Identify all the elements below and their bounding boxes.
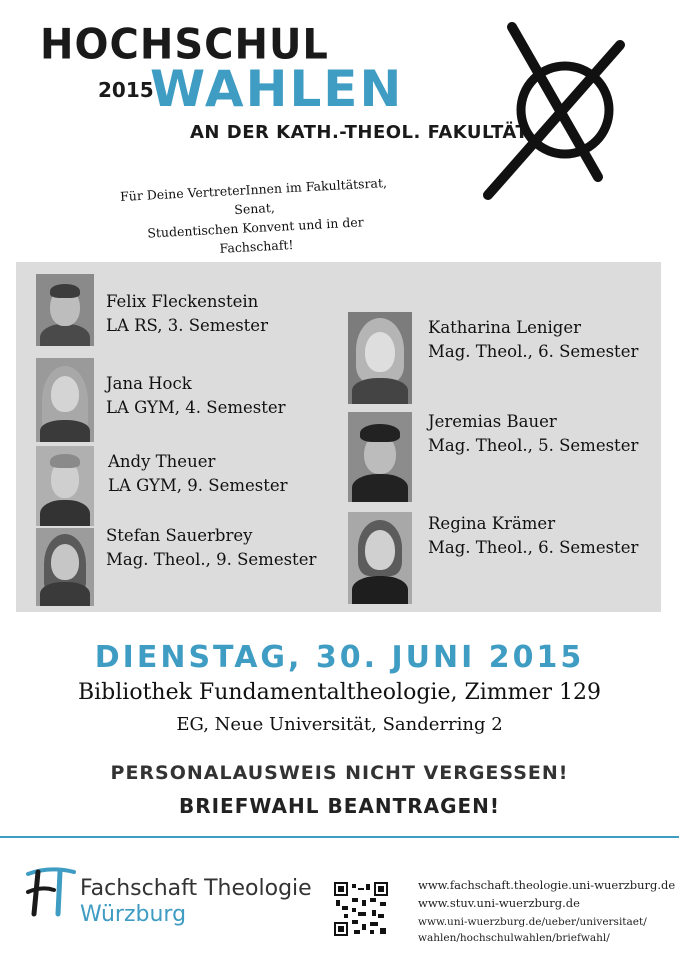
- candidate-photo: [348, 412, 412, 502]
- org-city: Würzburg: [80, 902, 187, 927]
- link-briefwahl-line-1[interactable]: www.uni-wuerzburg.de/ueber/universitaet/: [418, 916, 647, 928]
- qr-code-icon: [334, 882, 388, 936]
- title-year: 2015: [98, 78, 154, 102]
- reminder-postal-vote: BRIEFWAHL BEANTRAGEN!: [178, 794, 501, 818]
- candidate-role: LA GYM, 4. Semester: [106, 398, 286, 417]
- candidate-name: Katharina Leniger: [428, 318, 581, 337]
- candidate-photo: [36, 446, 94, 526]
- title-wahlen: WAHLEN: [150, 60, 404, 118]
- candidate-role: Mag. Theol., 9. Semester: [106, 550, 317, 569]
- org-name: Fachschaft Theologie: [80, 876, 312, 901]
- candidate-name: Jeremias Bauer: [428, 412, 557, 431]
- candidate-role: Mag. Theol., 6. Semester: [428, 342, 639, 361]
- candidate-photo: [348, 512, 412, 604]
- candidate-name: Felix Fleckenstein: [106, 292, 259, 311]
- intro-text: [118, 173, 392, 263]
- candidate-role: Mag. Theol., 5. Semester: [428, 436, 639, 455]
- election-place: Bibliothek Fundamentaltheologie, Zimmer 129: [77, 680, 602, 705]
- election-date: DIENSTAG, 30. JUNI 2015: [94, 640, 585, 675]
- candidate-panel: [16, 262, 661, 612]
- link-stuv[interactable]: www.stuv.uni-wuerzburg.de: [418, 896, 580, 910]
- candidate-role: LA RS, 3. Semester: [106, 316, 268, 335]
- title-subtitle: AN DER KATH.-THEOL. FAKULTÄT: [190, 122, 529, 143]
- candidate-photo: [36, 358, 94, 442]
- candidate-photo: [36, 528, 94, 606]
- candidate-photo: [36, 274, 94, 346]
- candidate-photo: [348, 312, 412, 404]
- reminder-id-card: PERSONALAUSWEIS NICHT VERGESSEN!: [110, 762, 569, 784]
- link-briefwahl-line-2[interactable]: wahlen/hochschulwahlen/briefwahl/: [418, 932, 610, 944]
- election-address: EG, Neue Universität, Sanderring 2: [176, 714, 503, 735]
- ballot-cross-icon: [470, 5, 645, 205]
- fachschaft-logo-icon: [20, 860, 80, 920]
- candidate-role: Mag. Theol., 6. Semester: [428, 538, 639, 557]
- candidate-role: LA GYM, 9. Semester: [108, 476, 288, 495]
- candidate-name: Regina Krämer: [428, 514, 556, 533]
- candidate-name: Jana Hock: [106, 374, 192, 393]
- intro-line-1: Für Deine VertreterInnen im Fakultätsrat, Senat,: [119, 175, 388, 218]
- candidate-name: Andy Theuer: [108, 452, 216, 471]
- link-fachschaft[interactable]: www.fachschaft.theologie.uni-wuerzburg.de: [418, 878, 676, 892]
- candidate-name: Stefan Sauerbrey: [106, 526, 253, 545]
- intro-line-2: Studentischen Konvent und in der Fachschaft!: [146, 214, 365, 256]
- title-hochschul: HOCHSCHUL: [40, 20, 329, 70]
- divider: [0, 836, 679, 838]
